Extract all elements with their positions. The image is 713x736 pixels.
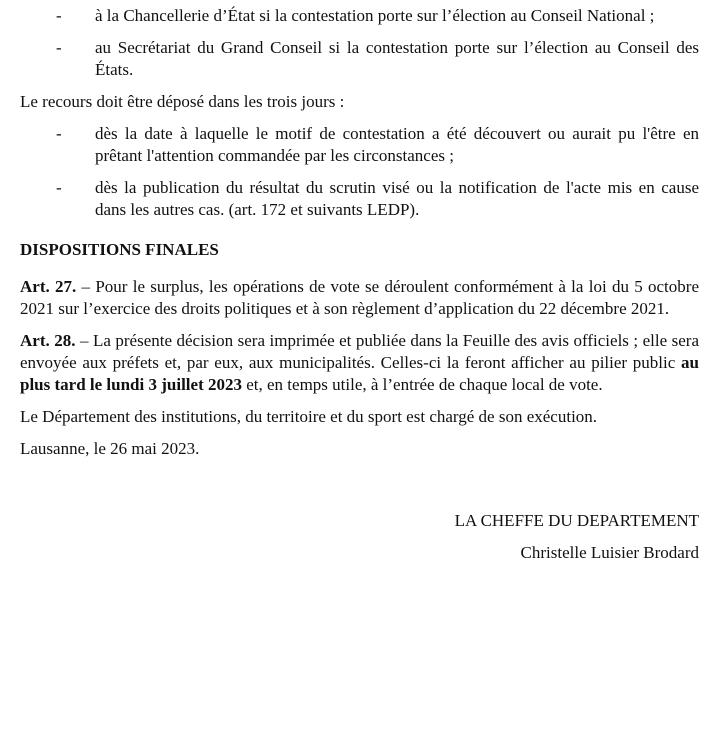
bullet-dash: -	[56, 6, 62, 25]
article-text: – Pour le surplus, les opérations de vote se déroulent conformément à la loi du 5 octobre 2021 sur l’exercice des droits politiques et à son règlement d’application du 22 décembre 2021.	[20, 277, 699, 318]
bullet-item-publication	[20, 177, 699, 221]
article-27	[20, 276, 699, 320]
article-28	[20, 330, 699, 396]
bullet-text: au Secrétariat du Grand Conseil si la contestation porte sur l’élection au Conseil des États.	[95, 38, 699, 79]
recours-intro: Le recours doit être déposé dans les trois jours :	[20, 92, 345, 111]
bullet-item-chancellerie	[20, 5, 699, 27]
signature-title: LA CHEFFE DU DEPARTEMENT	[454, 511, 699, 530]
bullet-dash: -	[56, 124, 62, 143]
signature-name: Christelle Luisier Brodard	[520, 543, 699, 562]
section-heading: DISPOSITIONS FINALES	[20, 240, 219, 259]
bullet-text: dès la publication du résultat du scrutin visé ou la notification de l'acte mis en cause dans les autres cas. (art. 172 et suivants LEDP).	[95, 178, 699, 219]
article-label: Art. 27.	[20, 277, 77, 296]
bullet-item-decouverte	[20, 123, 699, 167]
bullet-dash: -	[56, 38, 62, 57]
document-page	[20, 5, 699, 564]
article-text: – La présente décision sera imprimée et publiée dans la Feuille des avis officiels ; elle sera envoyée aux préfets et, par eux, aux municipalités. Celles-ci la feront afficher au pilier public	[20, 331, 700, 372]
bullet-dash: -	[56, 178, 62, 197]
article-text-end: et, en temps utile, à l’entrée de chaque local de vote.	[241, 375, 603, 394]
article-label: Art. 28.	[20, 331, 76, 350]
deadline-emphasis: au plus tard le lundi 3 juillet 2023	[20, 353, 699, 394]
bullet-item-secretariat	[20, 37, 699, 81]
bullet-text: dès la date à laquelle le motif de contestation a été découvert ou aurait pu l'être en prêtant l'attention commandée par les circonstances ;	[95, 124, 699, 165]
execution-paragraph: Le Département des institutions, du territoire et du sport est chargé de son exécution.	[20, 407, 598, 426]
date-line: Lausanne, le 26 mai 2023.	[20, 439, 200, 458]
bullet-text: à la Chancellerie d’État si la contestation porte sur l’élection au Conseil National ;	[95, 6, 655, 25]
